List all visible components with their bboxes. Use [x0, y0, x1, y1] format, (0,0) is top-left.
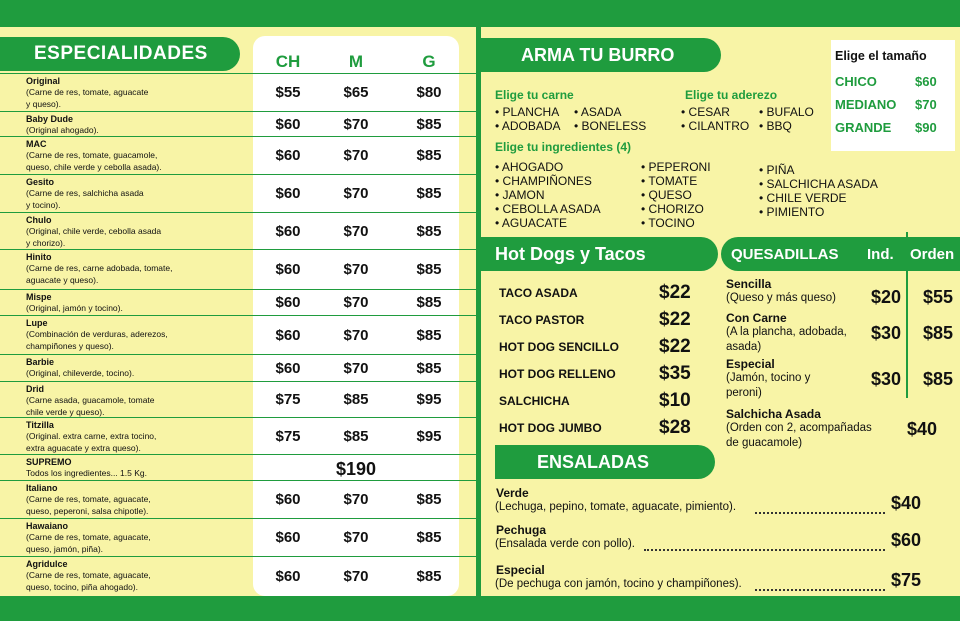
menu-item-row — [0, 480, 476, 518]
item-price: $70 — [343, 529, 369, 546]
item-price: $65 — [343, 84, 369, 101]
item-price: $85 — [416, 261, 442, 278]
menu-item-row — [0, 354, 476, 381]
item-description: (Original. extra carne, extra tocino, extra aguacate y extra queso). — [26, 431, 157, 453]
item-name: Hawaiano — [26, 521, 69, 531]
menu-item-row — [0, 454, 476, 480]
size-name-chico: CHICO — [835, 74, 877, 89]
item-price: $60 — [275, 223, 301, 240]
item-description: (Carne de res, tomate, aguacate y queso). — [26, 87, 149, 109]
item-price: $80 — [416, 84, 442, 101]
size-header-g: G — [422, 52, 436, 71]
quesadilla-name: Especial — [726, 357, 775, 371]
item-price: $70 — [343, 223, 369, 240]
menu-item-row — [0, 289, 476, 315]
item-price: $70 — [343, 261, 369, 278]
ingrediente-option: • CEBOLLA ASADA — [495, 202, 601, 216]
especialidades-title: ESPECIALIDADES — [0, 37, 240, 71]
carne-option: • PLANCHA — [495, 105, 560, 119]
item-price: $85 — [416, 116, 442, 133]
item-description: (Carne de res, tomate, aguacate, queso, peperoni, salsa chipotle). — [26, 494, 151, 516]
item-description: (Carne de res, tomate, aguacate, queso, tocino, piña ahogado). — [26, 570, 151, 592]
ensalada-name: Pechuga — [496, 523, 547, 537]
size-name-grande: GRANDE — [835, 120, 892, 135]
quesadilla-name: Salchicha Asada — [726, 407, 821, 421]
item-price: $75 — [275, 428, 301, 445]
hotdog-item-price: $28 — [659, 417, 691, 438]
item-price: $60 — [275, 491, 301, 508]
menu-item-row — [0, 556, 476, 596]
ensalada-name: Especial — [496, 563, 545, 577]
item-price: $95 — [416, 428, 442, 445]
item-price: $70 — [343, 491, 369, 508]
ingrediente-option: • PIMIENTO — [759, 205, 825, 219]
item-description: (Carne de res, tomate, aguacate, queso, jamón, piña). — [26, 532, 151, 554]
item-name: Chulo — [26, 215, 52, 225]
hotdog-item-price: $22 — [659, 336, 691, 357]
item-description: (Carne de res, tomate, guacamole, queso, chile verde y cebolla asada). — [26, 150, 162, 172]
item-price: $70 — [343, 294, 369, 311]
carne-title: Elige tu carne — [495, 88, 574, 102]
hotdog-item-name: TACO ASADA — [499, 286, 578, 300]
dotted-leader — [644, 549, 885, 551]
menu-item-row — [0, 315, 476, 354]
quesadilla-description: (Jamón, tocino y peroni) — [726, 372, 811, 399]
ensalada-name: Verde — [496, 486, 529, 500]
quesadillas-col-ind: Ind. — [867, 245, 894, 263]
ensaladas-title: ENSALADAS — [495, 445, 715, 479]
item-price: $70 — [343, 568, 369, 585]
menu-item-row — [0, 518, 476, 556]
item-name: Barbie — [26, 357, 55, 367]
ingrediente-option: • AHOGADO — [495, 160, 564, 174]
ingrediente-option: • JAMON — [495, 188, 545, 202]
item-description: (Carne de res, salchicha asada y tocino). — [26, 188, 144, 210]
item-name: Drid — [26, 384, 44, 394]
item-price: $70 — [343, 327, 369, 344]
item-price: $60 — [275, 568, 301, 585]
ingrediente-option: • CHAMPIÑONES — [495, 174, 592, 188]
item-name: SUPREMO — [26, 457, 72, 467]
ensalada-price: $60 — [891, 530, 922, 550]
item-price: $85 — [343, 428, 369, 445]
dotted-leader — [755, 589, 885, 591]
item-description: (Carne asada, guacamole, tomate chile verde y queso). — [26, 395, 155, 417]
item-price: $60 — [275, 185, 301, 202]
quesadillas-header — [721, 237, 960, 271]
hotdog-item-price: $35 — [659, 363, 691, 384]
ingrediente-option: • SALCHICHA ASADA — [759, 177, 878, 191]
menu-item-row — [0, 381, 476, 417]
item-description: (Original, jamón y tocino). — [26, 303, 123, 313]
item-name: Baby Dude — [26, 114, 74, 124]
menu-item-row — [0, 111, 476, 136]
ingrediente-option: • AGUACATE — [495, 216, 567, 230]
item-price: $85 — [416, 327, 442, 344]
item-name: Hinito — [26, 252, 52, 262]
item-price: $85 — [416, 491, 442, 508]
menu-item-row — [0, 417, 476, 454]
ensalada-description: (De pechuga con jamón, tocino y champiñones). — [495, 578, 742, 590]
aderezo-option: • BBQ — [759, 119, 792, 133]
quesadilla-name: Sencilla — [726, 277, 772, 291]
item-price: $85 — [416, 185, 442, 202]
item-price: $60 — [275, 261, 301, 278]
item-price: $70 — [343, 360, 369, 377]
item-price: $60 — [275, 327, 301, 344]
tamano-title: Elige el tamaño — [835, 49, 927, 63]
size-price-grande: $90 — [915, 120, 937, 135]
size-selector-box — [831, 40, 955, 151]
item-description: (Original, chileverde, tocino). — [26, 368, 135, 378]
ingrediente-option: • CHORIZO — [641, 202, 704, 216]
ensalada-description: (Lechuga, pepino, tomate, aguacate, pimiento). — [495, 501, 737, 513]
menu-item-row — [0, 73, 476, 111]
hotdog-item-name: SALCHICHA — [499, 394, 570, 408]
hotdog-item-price: $10 — [659, 390, 691, 411]
item-description: (Original ahogado). — [26, 125, 99, 135]
dotted-leader — [755, 512, 885, 514]
quesadilla-description: (A la plancha, adobada, asada) — [726, 326, 847, 353]
quesadilla-description: (Queso y más queso) — [726, 292, 836, 304]
arma-tu-burro-title: ARMA TU BURRO — [481, 38, 721, 72]
ingrediente-option: • PIÑA — [759, 163, 795, 177]
hotdog-item-name: HOT DOG SENCILLO — [499, 340, 619, 354]
quesadilla-price-ind: $20 — [870, 287, 901, 307]
menu-item-row — [0, 212, 476, 249]
quesadilla-name: Con Carne — [726, 311, 787, 325]
item-price-single: $190 — [335, 459, 377, 479]
item-price: $85 — [416, 294, 442, 311]
ensalada-price: $75 — [891, 570, 922, 590]
ingredientes-title: Elige tu ingredientes (4) — [495, 140, 632, 154]
carne-option: • ASADA — [574, 105, 622, 119]
hotdog-item-price: $22 — [659, 309, 691, 330]
size-name-mediano: MEDIANO — [835, 97, 897, 112]
item-price: $60 — [275, 529, 301, 546]
ingrediente-option: • PEPERONI — [641, 160, 711, 174]
item-price: $85 — [416, 529, 442, 546]
carne-option: • BONELESS — [574, 119, 647, 133]
item-price: $85 — [416, 223, 442, 240]
quesadilla-price: $40 — [906, 419, 937, 439]
item-price: $60 — [275, 360, 301, 377]
menu-item-row — [0, 249, 476, 289]
quesadilla-description: (Orden con 2, acompañadas de guacamole) — [726, 422, 872, 449]
ingrediente-option: • TOMATE — [641, 174, 698, 188]
item-name: Original — [26, 76, 61, 86]
item-price: $95 — [416, 391, 442, 408]
item-price: $60 — [275, 116, 301, 133]
size-price-chico: $60 — [915, 74, 937, 89]
ingrediente-option: • QUESO — [641, 188, 692, 202]
aderezo-option: • CESAR — [681, 105, 730, 119]
quesadillas-title: QUESADILLAS — [731, 245, 839, 263]
item-price: $70 — [343, 185, 369, 202]
quesadilla-price-orden: $55 — [922, 287, 953, 307]
item-name: MAC — [26, 139, 47, 149]
right-menu-panel — [481, 27, 960, 596]
quesadilla-price-orden: $85 — [922, 323, 953, 343]
item-price: $60 — [275, 294, 301, 311]
item-price: $85 — [416, 147, 442, 164]
aderezo-option: • CILANTRO — [681, 119, 750, 133]
hotdog-item-price: $22 — [659, 282, 691, 303]
item-price: $85 — [416, 568, 442, 585]
item-price: $60 — [275, 147, 301, 164]
quesadilla-price-ind: $30 — [870, 323, 901, 343]
hotdogs-title: Hot Dogs y Tacos — [481, 237, 718, 271]
ensalada-price: $40 — [891, 493, 922, 513]
item-price: $55 — [275, 84, 301, 101]
item-description: (Carne de res, carne adobada, tomate, aguacate y queso). — [26, 263, 173, 285]
item-name: Mispe — [26, 292, 52, 302]
item-name: Titzilla — [26, 420, 54, 430]
item-description: Todos los ingredientes... 1.5 Kg. — [26, 468, 147, 478]
ingrediente-option: • CHILE VERDE — [759, 191, 847, 205]
quesadilla-price-ind: $30 — [870, 369, 901, 389]
menu-item-row — [0, 174, 476, 212]
item-price: $70 — [343, 116, 369, 133]
size-price-mediano: $70 — [915, 97, 937, 112]
size-header-m: M — [348, 52, 364, 71]
quesadilla-price-orden: $85 — [922, 369, 953, 389]
item-name: Agridulce — [26, 559, 68, 569]
item-name: Lupe — [26, 318, 48, 328]
item-price: $70 — [343, 147, 369, 164]
aderezo-option: • BUFALO — [759, 105, 814, 119]
item-name: Italiano — [26, 483, 58, 493]
carne-option: • ADOBADA — [495, 119, 561, 133]
aderezo-title: Elige tu aderezo — [685, 88, 778, 102]
item-description: (Original, chile verde, cebolla asada y chorizo). — [26, 226, 162, 248]
menu-item-row — [0, 136, 476, 174]
item-price: $85 — [343, 391, 369, 408]
item-price: $85 — [416, 360, 442, 377]
quesadillas-col-orden: Orden — [910, 245, 955, 263]
ingrediente-option: • TOCINO — [641, 216, 695, 230]
item-name: Gesito — [26, 177, 55, 187]
especialidades-panel — [0, 27, 476, 596]
hotdog-item-name: TACO PASTOR — [499, 313, 585, 327]
item-price: $75 — [275, 391, 301, 408]
hotdog-item-name: HOT DOG JUMBO — [499, 421, 602, 435]
item-description: (Combinación de verduras, aderezos, champiñones y queso). — [26, 329, 168, 351]
ensalada-description: (Ensalada verde con pollo). — [495, 538, 635, 550]
size-header-ch: CH — [275, 52, 301, 71]
hotdog-item-name: HOT DOG RELLENO — [499, 367, 616, 381]
